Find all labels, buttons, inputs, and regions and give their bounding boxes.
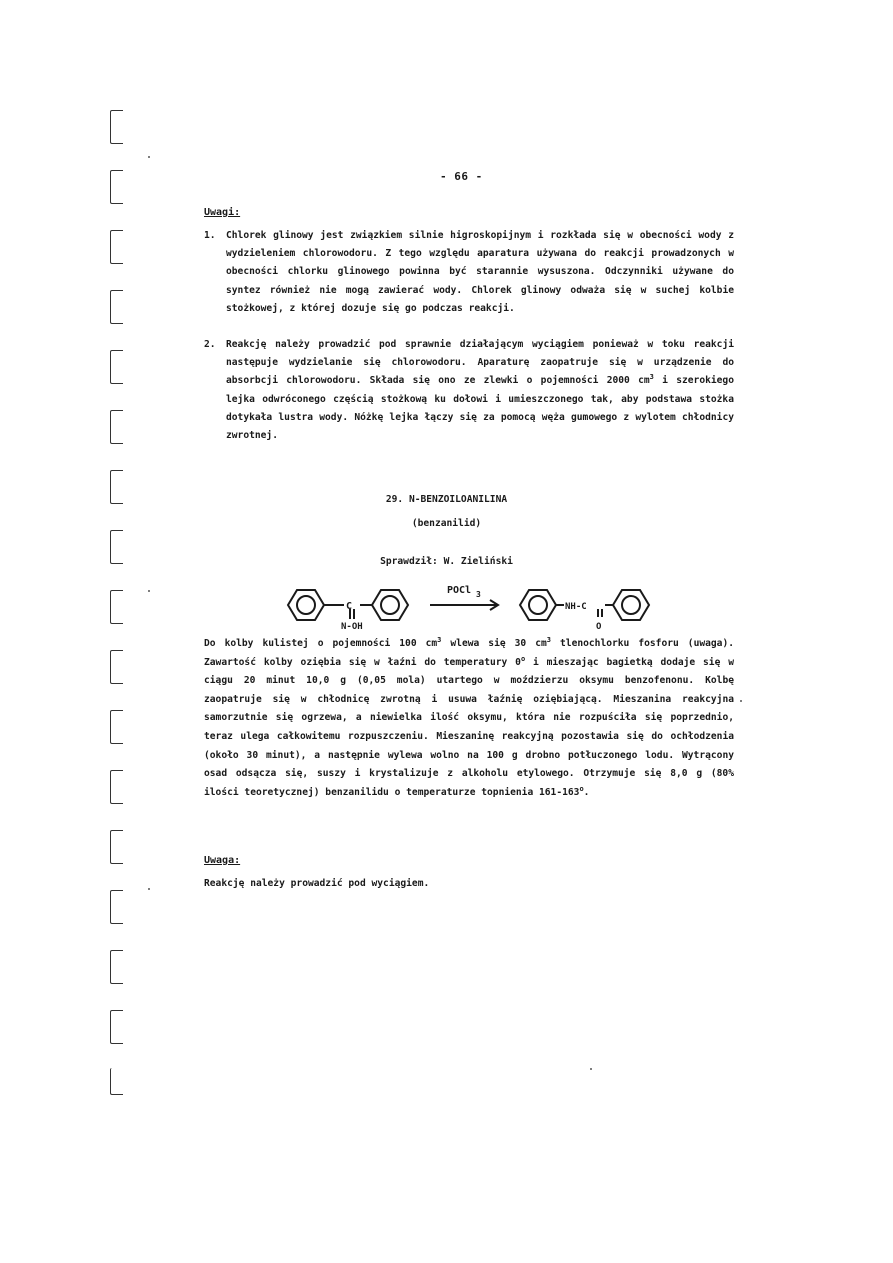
procedure-text: tlenochlorku fosforu (uwaga). Zawartość kolby oziębia się w łaźni do temperatury 0	[204, 638, 735, 668]
binder-hole	[110, 1010, 123, 1044]
reagent-subscript: 3	[476, 590, 481, 599]
binder-hole	[110, 890, 123, 924]
binder-hole	[110, 110, 123, 144]
reaction-scheme	[280, 575, 660, 635]
superscript: o	[579, 784, 584, 793]
procedure-text: .	[583, 786, 590, 798]
reactant-carbon: C	[346, 601, 353, 612]
section-title: 29. N-BENZOILOANILINA	[385, 494, 508, 505]
note-1	[204, 227, 734, 318]
procedure-text: wlewa się 30 cm	[441, 638, 547, 649]
binder-hole	[110, 230, 123, 264]
binder-hole	[110, 410, 123, 444]
binder-hole	[110, 170, 123, 204]
binder-hole	[110, 830, 123, 864]
benzene-ring	[372, 590, 408, 620]
scan-speck	[740, 700, 742, 702]
page-number: - 66 -	[440, 170, 483, 183]
binder-hole	[110, 590, 123, 624]
notes-heading: Uwagi:	[204, 207, 241, 218]
note-text	[226, 336, 734, 445]
binder-hole	[110, 1068, 123, 1095]
binder-hole	[110, 290, 123, 324]
scan-speck	[148, 590, 150, 592]
carbonyl-oxygen: O	[596, 622, 602, 632]
binder-hole	[110, 350, 123, 384]
oxime-group: N-OH	[341, 622, 363, 632]
procedure-paragraph	[204, 635, 734, 802]
superscript: 3	[546, 635, 551, 644]
benzene-ring	[520, 590, 556, 620]
reagent-label: POCl	[447, 585, 472, 596]
benzene-ring	[613, 590, 649, 620]
note-text: Chlorek glinowy jest związkiem silnie higroskopijnym i rozkłada się w obecności wody z wydzieleniem chlorowodoru. Z tego względu aparatura używana do reakcji prowadzonych w obecności chlorku glinowego powinna być starannie wysuszona. Odczynniki używane do syntez również nie mogą zawierać wody. Chlorek glinowy odważa się w suchej kolbie stożkowej, z której dozuje się go podczas reakcji.	[226, 230, 734, 314]
note-2	[204, 336, 734, 445]
superscript: 3	[649, 373, 654, 382]
note-number: 1.	[204, 230, 216, 241]
warning-text: Reakcję należy prowadzić pod wyciągiem.	[204, 878, 430, 889]
benzene-ring	[288, 590, 324, 620]
binder-hole	[110, 770, 123, 804]
procedure-text: Do kolby kulistej o pojemności 100 cm	[204, 638, 438, 649]
binder-hole	[110, 710, 123, 744]
procedure-text: i mieszając bagietką dodaje się w ciągu 20 minut 10,0 g (0,05 mola) utartego w moździerzu oksymu benzofenonu. Kolbę zaopatruje się w chłodnicę zwrotną i usuwa łaźnię oziębiającą. Mieszanina reakcyjna samorzutnie się ogrzewa, a niewielka ilość oksymu, która nie rozpuściła się poprzednio, teraz ulega całkowitemu rozpuszczeniu. Mieszaninę reakcyjną pozostawia się do ochłodzenia (około 30 minut), a następnie wylewa wolno na 100 g drobno potłuczonego lodu. Wytrącony osad odsącza się, suszy i krystalizuje z alkoholu etylowego. Otrzymuje się 8,0 g (80% ilości teoretycznej) benzanilidu o temperaturze topnienia 161-163	[204, 656, 734, 798]
superscript: o	[520, 654, 526, 663]
note-text-part: Reakcję należy prowadzić pod sprawnie działającym wyciągiem ponieważ w toku reakcji następuje wydzielanie się chlorowodoru. Aparaturę zaopatruje się w urządzenie do absorbcji chlorowodoru. Składa się ono ze zlewki o pojemności 2000 cm	[226, 339, 734, 387]
section-subtitle: (benzanilid)	[411, 518, 482, 529]
note-text-part: i szerokiego lejka odwróconego częścią stożkową ku dołowi i umieszczonego tak, aby podstawa stożka dotykała lustra wody. Nóżkę lejka łączy się za pomocą węża gumowego z wylotem chłodnicy zwrotnej.	[226, 375, 734, 442]
scan-speck	[148, 888, 150, 890]
checked-by: Sprawdził: W. Zieliński	[380, 556, 513, 567]
amide-label: NH-C	[565, 602, 587, 612]
note-number: 2.	[204, 339, 216, 350]
binder-hole	[110, 650, 123, 684]
binder-hole	[110, 950, 123, 984]
scan-speck	[148, 156, 150, 158]
scan-speck	[590, 1068, 592, 1070]
superscript: 3	[437, 635, 442, 644]
warning-heading: Uwaga:	[204, 855, 241, 866]
